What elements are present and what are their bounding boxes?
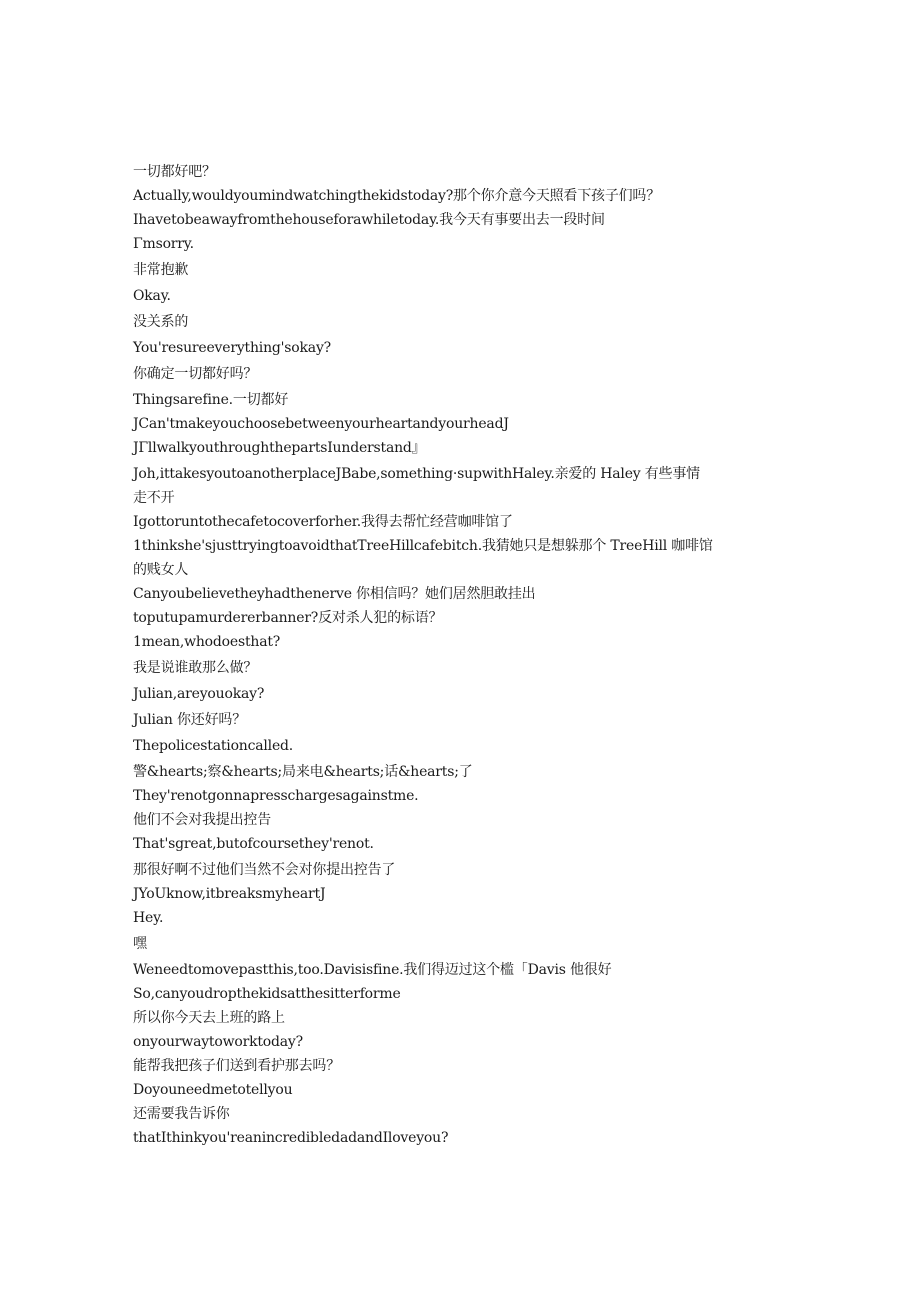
transcript-line: 一切都好吧？ <box>133 164 216 180</box>
transcript-line: 那很好啊不过他们当然不会对你提出控告了 <box>133 862 396 878</box>
transcript-line: Doyouneedmetotellyou <box>133 1082 293 1098</box>
transcript-line: Joh,ittakesyoutoanotherplaceJBabe,something·supwithHaley.亲爱的 Haley 有些事情走不开 <box>133 466 700 506</box>
transcript-line: They'renotgonnapresschargesagainstme. <box>133 788 419 804</box>
transcript-line: JΓllwalkyouthroughthepartsIunderstand』 <box>133 440 426 456</box>
transcript-line: thatIthinkyou'reanincredibledadandIloveyou? <box>133 1130 449 1146</box>
transcript-line: JYoUknow,itbreaksmyheartJ <box>133 886 326 902</box>
transcript-line: 他们不会对我提出控告 <box>133 812 271 828</box>
transcript-line: 还需要我告诉你 <box>133 1106 230 1122</box>
transcript-line: 所以你今天去上班的路上 <box>133 1010 285 1026</box>
transcript-line: Canyoubelievetheyhadthenerve 你相信吗？她们居然胆敢挂出 <box>133 586 536 602</box>
transcript-line: 嘿 <box>133 936 147 952</box>
transcript-line: You'resureeverything'sokay? <box>133 340 331 356</box>
transcript-line: Γmsorry. <box>133 236 194 252</box>
transcript-line: JCan'tmakeyouchoosebetweenyourheartandyourheadJ <box>133 416 509 432</box>
transcript-line: 1thinkshe'sjusttryingtoavoidthatTreeHillcafebitch.我猜她只是想躲那个 TreeHill 咖啡馆的贱女人 <box>133 538 713 578</box>
transcript-line: That'sgreat,butofcoursethey'renot. <box>133 836 374 852</box>
transcript-line: 我是说谁敢那么做？ <box>133 660 258 676</box>
transcript-body <box>133 160 713 1150</box>
transcript-line: Hey. <box>133 910 164 926</box>
transcript-line: 警&hearts;察&hearts;局来电&hearts;话&hearts;了 <box>133 764 473 780</box>
transcript-line: Ihavetobeawayfromthehouseforawhiletoday.我今天有事要出去一段时间 <box>133 212 605 228</box>
transcript-line: Julian,areyouokay? <box>133 686 265 702</box>
transcript-line: Igottoruntothecafetocoverforher.我得去帮忙经营咖啡馆了 <box>133 514 513 530</box>
transcript-line: Julian 你还好吗？ <box>133 712 246 728</box>
transcript-line: Okay. <box>133 288 171 304</box>
transcript-line: toputupamurdererbanner?反对杀人犯的标语？ <box>133 610 443 626</box>
transcript-line: onyourwaytoworktoday? <box>133 1034 303 1050</box>
transcript-line: 能帮我把孩子们送到看护那去吗？ <box>133 1058 340 1074</box>
transcript-line: Actually,wouldyoumindwatchingthekidstoday?那个你介意今天照看下孩子们吗？ <box>133 188 661 204</box>
transcript-line: 你确定一切都好吗？ <box>133 366 258 382</box>
transcript-line: Thingsarefine.一切都好 <box>133 392 289 408</box>
transcript-line: 没关系的 <box>133 314 189 330</box>
transcript-line: 非常抱歉 <box>133 262 189 278</box>
transcript-line: Thepolicestationcalled. <box>133 738 294 754</box>
transcript-line: So,canyoudropthekidsatthesitterforme <box>133 986 401 1002</box>
transcript-line: Weneedtomovepastthis,too.Davisisfine.我们得迈过这个槛「Davis 他很好 <box>133 962 612 978</box>
transcript-line: 1mean,whodoesthat? <box>133 634 281 650</box>
